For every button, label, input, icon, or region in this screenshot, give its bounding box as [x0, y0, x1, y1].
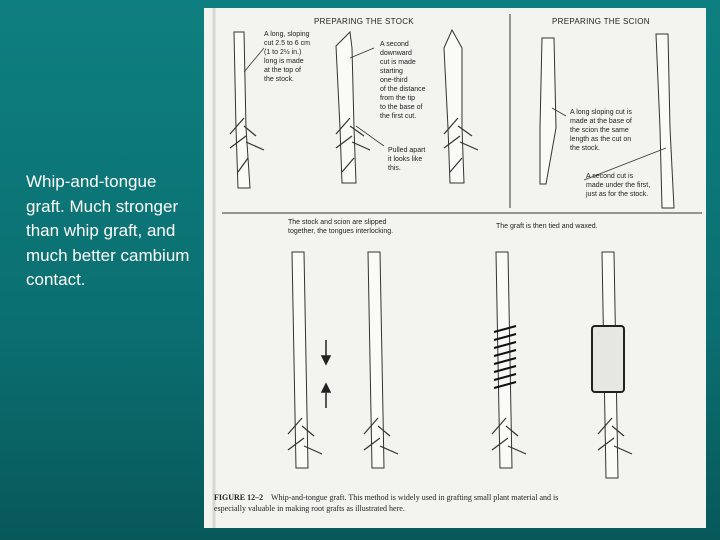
note-slipped-together: The stock and scion are slipped together, the tongues interlocking.	[288, 219, 394, 235]
note-long-cut: A long, sloping cut 2.5 to 6 cm (1 to 2½ in.) long is made at the top of the stock.	[264, 31, 310, 83]
figure-caption-line-2: especially valuable in making root grafts as illustrated here.	[214, 504, 405, 513]
note-pulled-apart: Pulled apart it looks like this.	[388, 147, 426, 172]
whip-and-tongue-figure	[204, 8, 706, 528]
note-second-cut: A second downward cut is made starting one-third of the distance from the tip to the base of the first cut.	[380, 41, 426, 120]
note-tied-waxed: The graft is then tied and waxed.	[496, 223, 598, 230]
note-scion-cut: A long sloping cut is made at the base of the scion the same length as the cut on the stock.	[570, 109, 632, 152]
note-scion-second-cut: A second cut is made under the first, just as for the stock.	[586, 173, 651, 198]
grafted-stems-bottom	[292, 252, 618, 478]
roots-bottom	[288, 418, 632, 454]
figure-illustration	[204, 8, 706, 528]
header-scion: PREPARING THE SCION	[552, 17, 650, 26]
graft-wax-coating	[592, 326, 624, 392]
slide-caption: Whip-and-tongue graft. Much stronger than whip graft, and much better cambium contact.	[26, 172, 190, 289]
figure-caption-line-1: FIGURE 12–2 Whip-and-tongue graft. This method is widely used in grafting small plant material and is	[214, 493, 559, 502]
slip-arrows	[322, 340, 330, 408]
header-stock: PREPARING THE STOCK	[314, 17, 414, 26]
